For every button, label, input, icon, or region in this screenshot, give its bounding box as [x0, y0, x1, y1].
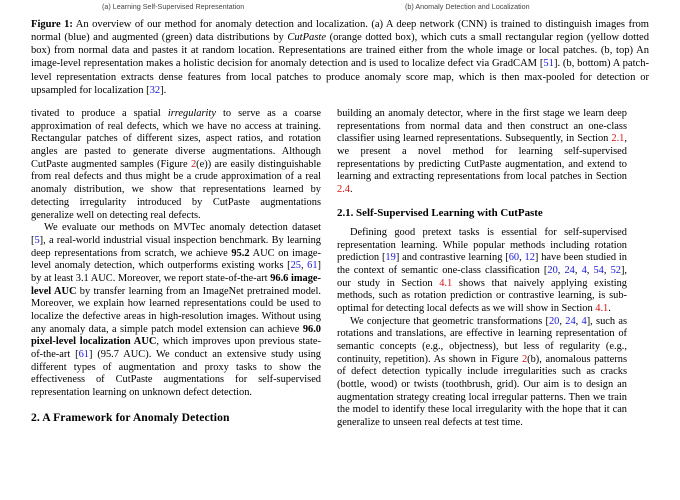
metric-96-6-image-level-auc: 96.6 image-level AUC — [31, 272, 321, 297]
citation-61-b[interactable]: 61 — [78, 349, 89, 361]
citation-61-a[interactable]: 61 — [307, 260, 318, 272]
rp2-text-11: . — [608, 302, 611, 314]
lp2-text-6: by transfer learning from an ImageNet pretrained model. Moreover, we explain how learned representations could be used to localize the defective areas in high-resolution images. Without using any anomaly data, a simple patch model extension can achieve — [31, 285, 321, 335]
citation-32[interactable]: 32 — [149, 84, 161, 96]
xref-section-4-1-b[interactable]: 4.1 — [595, 302, 609, 314]
lp1-text-3: (e)) are easily distinguishable from real defects and thus might be a crude approximation of a real anomaly distribution, we show that representations learned by detecting irregularity introduced by CutPaste augmentations generalize well on detecting real defects. — [31, 158, 321, 221]
right-paragraph-2 — [337, 227, 627, 316]
subfigure-caption-strip — [0, 0, 680, 14]
citation-19[interactable]: 19 — [385, 252, 396, 264]
lp1-text-2: to serve as a coarse approximation of real defects, which we have no access at training. Rectangular patches of different sizes, aspect ratios, and rotation angles are pasted to generate diverse augmentations. Although CutPaste augmented samples (Figure — [31, 108, 322, 170]
lp2-text-3: AUC on image-level anomaly detection, which outperforms existing works [ — [31, 247, 321, 272]
rp3-text-1: We conjecture that geometric transformations [ — [350, 315, 549, 327]
xref-section-2-1[interactable]: 2.1 — [611, 133, 625, 145]
lp2-text-1: We evaluate our methods on MVTec anomaly detection dataset [ — [31, 222, 321, 246]
lp2-text-4: , — [300, 260, 308, 272]
lp2-text-5: ] by at least 3.1 AUC. Moreover, we report state-of-the-art — [31, 260, 321, 284]
citation-52[interactable]: 52 — [610, 264, 621, 276]
section-spacer — [31, 400, 321, 411]
lp2-text-2: ], a real-world industrial visual inspection benchmark. By learning deep representations from scratch, we achieve — [31, 234, 321, 259]
right-paragraph-3 — [337, 316, 627, 430]
citation-4-a[interactable]: 4 — [581, 264, 587, 276]
citation-24-a[interactable]: 24 — [564, 264, 575, 276]
figure-caption-text-4: ]. — [160, 84, 167, 96]
citation-54[interactable]: 54 — [593, 264, 604, 276]
left-column — [31, 108, 321, 425]
xref-section-2-4[interactable]: 2.4 — [337, 184, 350, 196]
subsection-spacer-bottom — [337, 220, 627, 227]
lp2-text-8: ] (95.7 AUC). We conduct an extensive study using different types of augmentation and proxy tasks to show the effectiveness of CutPaste augmentations for self-supervised representation learning on unknown defect detection. — [31, 349, 321, 399]
rp1-text-1: building an anomaly detector, where in the first stage we learn deep representations from normal data and then construct an one-class classifier using learned representations. Subsequently, in Section — [337, 108, 627, 145]
citation-24-b[interactable]: 24 — [565, 315, 576, 327]
rp2-text-5: , — [557, 264, 565, 276]
lp1-text-1: tivated to produce a spatial — [31, 108, 168, 119]
metric-95-2-auc: 95.2 — [231, 247, 250, 259]
subfigure-caption-a: (a) Learning Self-Supervised Representation — [102, 2, 245, 11]
rp2-text-2: ] and contrastive learning [ — [395, 252, 509, 264]
figure-caption — [31, 18, 649, 97]
rp3-text-4: ], such as rotations and translations, are effective in learning representation of semantic concepts (e.g., objectness), but less of regularity (e.g., continuity, repetition). As shown in Figure — [337, 315, 628, 365]
rp2-text-8: , — [603, 264, 611, 276]
subsection-spacer-top — [337, 197, 627, 207]
rp3-text-3: , — [575, 315, 582, 327]
figure-caption-italic-cutpaste: CutPaste — [287, 32, 327, 44]
subfigure-caption-b: (b) Anomaly Detection and Localization — [405, 2, 530, 11]
left-paragraph-2 — [31, 222, 321, 400]
citation-20-b[interactable]: 20 — [548, 315, 560, 327]
citation-12[interactable]: 12 — [524, 252, 535, 264]
right-paragraph-1 — [337, 108, 627, 197]
rp2-text-3: , — [519, 252, 525, 264]
citation-25[interactable]: 25 — [290, 260, 301, 272]
rp2-text-7: , — [586, 264, 594, 276]
section-heading-2: 2. A Framework for Anomaly Detection — [31, 410, 230, 424]
left-paragraph-1 — [31, 108, 321, 222]
rp2-text-6: , — [574, 264, 582, 276]
rp2-text-9: ], our study in Section — [337, 264, 628, 289]
citation-51[interactable]: 51 — [543, 58, 554, 70]
citation-60[interactable]: 60 — [508, 252, 520, 264]
citation-5[interactable]: 5 — [34, 234, 40, 246]
lp2-text-7: , which improves upon previous state-of-the-art [ — [31, 336, 322, 361]
rp3-text-2: , — [559, 315, 566, 327]
lp1-italic-irregularity: irregularity — [167, 108, 216, 119]
rp2-text-4: ] have been studied in the context of semantic one-class classification [ — [337, 252, 628, 276]
rp1-text-3: . — [350, 184, 353, 196]
subsection-heading-2-1: 2.1. Self-Supervised Learning with CutPaste — [337, 206, 543, 219]
figure-caption-text-1: An overview of our method for anomaly detection and localization. (a) A deep network (CNN) is trained to distinguish images from normal (blue) and augmented (green) data distributions by — [31, 19, 649, 44]
rp2-text-10: shows that naively applying existing methods, such as rotation prediction or contrastive learning, is sub-optimal for detecting local defects as we will show in Section — [337, 277, 627, 314]
rp2-text-1: Defining good pretext tasks is essential for self-supervised representation learning. While popular methods including rotation prediction [ — [337, 226, 627, 264]
right-column — [337, 108, 627, 430]
rp3-text-5: (b), anomalous patterns of defect detection typically include irregularities such as cracks (bottle, wood) or twists (toothbrush, grid). Our aim is to design an augmentation strategy creating local irregular patterns. Then we train the model to identify these local irregularity with the hope that it can generalize to unseen real defects at test time. — [337, 353, 627, 429]
citation-20-a[interactable]: 20 — [547, 264, 558, 276]
metric-96-0-pixel-level-auc: 96.0 pixel-level localization AUC — [31, 323, 321, 348]
xref-figure-2-b[interactable]: 2 — [521, 353, 528, 365]
xref-section-4-1-a[interactable]: 4.1 — [439, 277, 453, 289]
figure-caption-text-2: (orange dotted box), which cuts a small rectangular region (yellow dotted box) from normal data and pastes it at random location. Representations are trained either from the whole image or local patches. (b, top) An image-level representation makes a holistic decision for anomaly detection and is used to localize defect via GradCAM [ — [31, 32, 649, 70]
xref-figure-2[interactable]: 2 — [190, 158, 197, 170]
figure-caption-text-3: ]. (b, bottom) A patch-level representation extracts dense features from local patches to produce anomaly score map, which is then max-pooled for detection or upsampled for localization [ — [31, 58, 650, 96]
citation-4-b[interactable]: 4 — [581, 315, 587, 327]
rp1-text-2: , we present a novel method for learning self-supervised representations by predicting CutPaste augmentation, and extend to learning and extracting representations from local patches in Section — [337, 133, 627, 183]
figure-caption-label: Figure 1: — [31, 19, 73, 30]
